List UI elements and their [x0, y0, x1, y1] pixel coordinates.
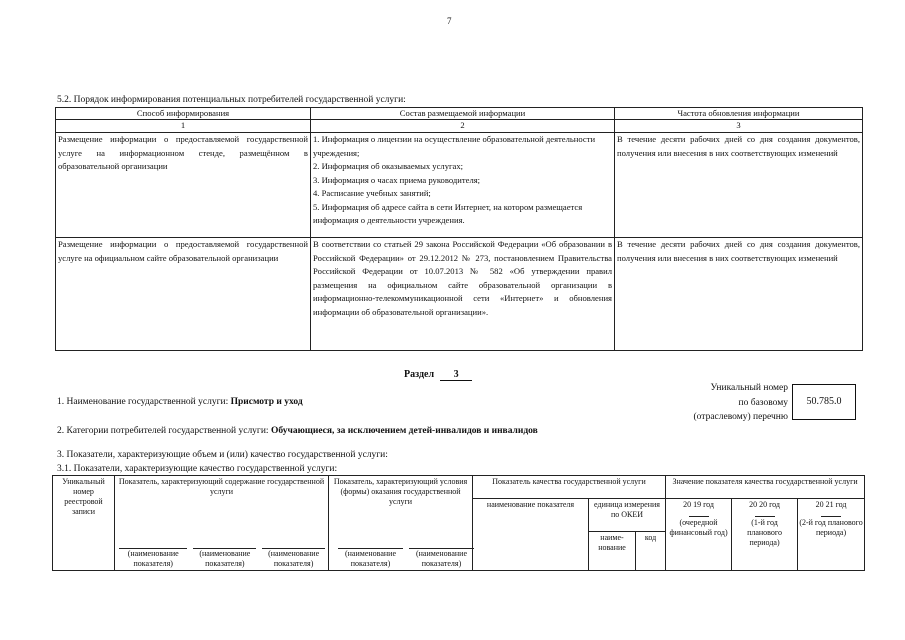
header-method: Способ информирования: [56, 108, 311, 120]
informing-content: [311, 133, 615, 238]
service-name-value: Присмотр и уход: [230, 397, 303, 407]
column-number: 2: [311, 120, 615, 133]
year-note: (1-й год планового периода): [747, 518, 782, 547]
header-frequency: Частота обновления информации: [615, 108, 863, 120]
section-number: 3: [440, 369, 472, 381]
unique-number-line: (отраслевому) перечню: [693, 412, 788, 422]
informing-content: В соответствии со статьей 29 закона Российской Федерации «Об образовании в Российской Федерации» от 29.12.2012 № 273, постановлением Правительства Российской Федерации от 10.07.2013 № 582 «Об утверждении правил размещения на официальном сайте образовательной организации в информационно-телекоммуникационной сети «Интернет» и обновления информации об образовательной организации».: [311, 238, 615, 351]
sub-label: (наименование показателя): [119, 548, 187, 569]
item-3-1-title: 3.1. Показатели, характеризующие качество государственной услуги:: [57, 464, 338, 474]
service-name-label: 1. Наименование государственной услуги:: [57, 397, 231, 407]
content-line: 1. Информация о лицензии на осуществление образовательной деятельности учреждения;: [313, 134, 596, 158]
header-year-2: [732, 499, 798, 571]
year-label: 20 20 год: [749, 500, 780, 509]
year-note: (2-й год планового периода): [799, 518, 863, 537]
update-frequency: В течение десяти рабочих дней со дня создания документов, получения или внесения в них соответствующих изменений: [615, 133, 863, 238]
conditions-sub-labels: [335, 548, 477, 569]
year-underline: [821, 516, 841, 517]
page-number: 7: [447, 16, 452, 26]
section-5-2-title: 5.2. Порядок информирования потенциальных потребителей государственной услуги:: [57, 95, 406, 105]
header-content: Состав размещаемой информации: [311, 108, 615, 120]
informing-table: [55, 107, 863, 351]
sub-label: (наименование показателя): [409, 548, 474, 569]
sub-label: (наименование показателя): [338, 548, 403, 569]
header-conditions-text: Показатель, характеризующий условия (формы) оказания государственной услуги: [333, 477, 468, 506]
consumer-categories-value: Обучающиеся, за исключением детей-инвалидов и инвалидов: [270, 426, 538, 436]
header-year-3: [798, 499, 865, 571]
column-number: 1: [56, 120, 311, 133]
year-label: 20 19 год: [683, 500, 714, 509]
content-line: 3. Информация о часах приема руководителя;: [313, 174, 481, 185]
consumer-categories-label: 2. Категории потребителей государственной услуги:: [57, 426, 271, 436]
header-year-1: [666, 499, 732, 571]
year-note: (очередной финансовый год): [669, 518, 728, 537]
sub-label: (наименование показателя): [262, 548, 325, 569]
table-row: [56, 238, 863, 351]
year-underline: [755, 516, 775, 517]
item-3-title: 3. Показатели, характеризующие объем и (или) качество государственной услуги:: [57, 450, 388, 460]
content-line: 2. Информация об оказываемых услугах;: [313, 161, 464, 171]
informing-method: Размещение информации о предоставляемой государственной услуге на информационном стенде, размещённом в образовательной организации: [56, 133, 311, 238]
consumer-categories: [57, 426, 538, 436]
unique-number-line: по базовому: [738, 397, 788, 408]
sub-label: (наименование показателя): [193, 548, 256, 569]
unique-number-code: 50.785.0: [792, 384, 856, 420]
header-unit-code: код: [636, 532, 666, 571]
table-row: [56, 133, 863, 238]
unique-number-line: Уникальный номер: [710, 383, 788, 393]
unique-number-label: [676, 381, 788, 425]
column-number: 3: [615, 120, 863, 133]
header-unit-name: наиме-нование: [589, 532, 636, 571]
section-label: Раздел: [404, 369, 435, 380]
header-unit: единица измерения по ОКЕИ: [589, 499, 666, 532]
header-quality-indicator: Показатель качества государственной услуги: [473, 476, 666, 499]
header-unique-number: Уникальный номер реестровой записи: [53, 476, 115, 571]
year-label: 20 21 год: [815, 500, 847, 509]
update-frequency: В течение десяти рабочих дней со дня создания документов, получения или внесения в них соответствующих изменений: [615, 238, 863, 351]
content-line: 4. Расписание учебных занятий;: [313, 188, 431, 198]
content-line: 5. Информация об адресе сайта в сети Интернет, на котором размещается информация о деятельности учреждения.: [313, 201, 583, 225]
service-name: [57, 397, 303, 407]
header-content-text: Показатель, характеризующий содержание государственной услуги: [118, 477, 325, 496]
informing-method: Размещение информации о предоставляемой государственной услуге на официальном сайте образовательной организации: [56, 238, 311, 351]
header-quality-value: Значение показателя качества государственной услуги: [666, 476, 865, 499]
content-sub-labels: [116, 548, 328, 569]
year-underline: [689, 516, 709, 517]
header-indicator-name: наименование показателя: [473, 499, 589, 571]
section-heading: [404, 369, 472, 381]
